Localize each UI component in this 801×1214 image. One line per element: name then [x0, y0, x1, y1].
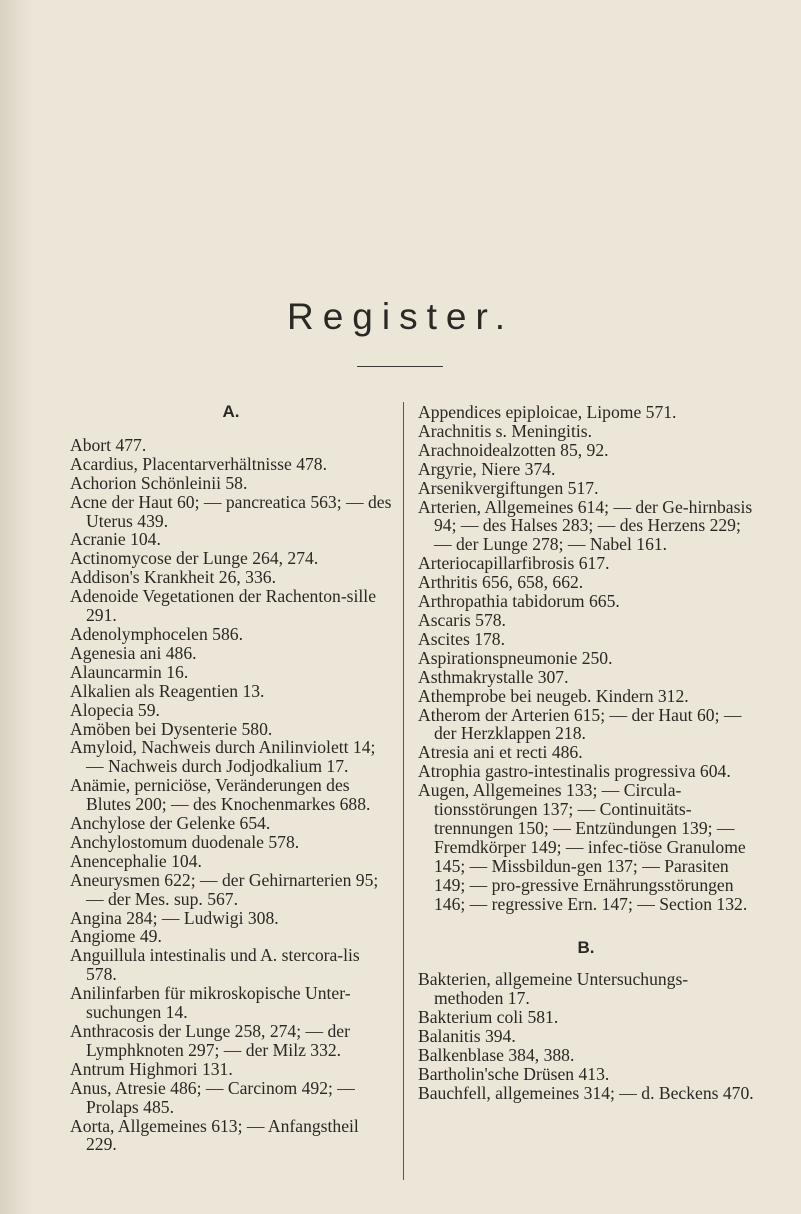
index-entry: Aneurysmen 622; — der Gehirnarterien 95; — der Mes. sup. 567. — [70, 869, 379, 909]
index-entry: Arachnoidealzotten 85, 92. — [418, 439, 609, 460]
index-entry: Bakterium coli 581. — [418, 1007, 559, 1028]
index-entry: Atherom der Arterien 615; — der Haut 60; — der Herzklappen 218. — [418, 704, 742, 744]
index-entry: Atresia ani et recti 486. — [418, 742, 583, 763]
index-entry: Arteriocapillarfibrosis 617. — [418, 553, 610, 574]
index-entry: Abort 477. — [70, 434, 147, 455]
title-rule — [357, 366, 443, 367]
index-entry: Balkenblase 384, 388. — [418, 1045, 575, 1065]
index-entry: Athemprobe bei neugeb. Kindern 312. — [418, 685, 689, 706]
index-entry: Arthropathia tabidorum 665. — [418, 591, 620, 612]
index-entry: Acardius, Placentarverhältnisse 478. — [70, 453, 327, 474]
index-entry: Amyloid, Nachweis durch Anilinviolett 14; — Nachweis durch Jodjodkalium 17. — [70, 737, 376, 777]
index-entry: Bauchfell, allgemeines 314; — d. Beckens 470. — [418, 1082, 754, 1103]
index-entry: Alopecia 59. — [70, 699, 160, 720]
index-entry: Asthmakrystalle 307. — [418, 666, 569, 687]
index-entry: Anchylose der Gelenke 654. — [70, 813, 271, 834]
index-entry: Bakterien, allgemeine Untersuchungs-methoden 17. — [418, 969, 689, 1009]
index-entry: Antrum Highmori 131. — [70, 1058, 233, 1079]
right-column — [418, 403, 754, 1103]
index-entry: Anguillula intestinalis und A. stercora-lis 578. — [70, 945, 360, 985]
index-entry: Balanitis 394. — [418, 1026, 516, 1047]
index-entry: Adenoide Vegetationen der Rachenton-sille 291. — [70, 586, 376, 626]
index-entry: Bartholin'sche Drüsen 413. — [418, 1063, 610, 1084]
right-entry-list-b — [418, 970, 754, 1102]
index-entry: Alauncarmin 16. — [70, 661, 189, 682]
index-entry: Angina 284; — Ludwigi 308. — [70, 907, 279, 928]
index-entry: Aorta, Allgemeines 613; — Anfangstheil 229. — [70, 1115, 359, 1155]
index-entry: Achorion Schönleinii 58. — [70, 472, 248, 493]
page-title: Register. — [286, 296, 514, 337]
index-entry: Aspirationspneumonie 250. — [418, 647, 613, 668]
index-entry: Anchylostomum duodenale 578. — [70, 831, 300, 852]
section-letter-b: B. — [577, 938, 595, 958]
column-divider — [403, 402, 404, 1180]
left-entry-list — [70, 436, 392, 1154]
index-entry: Anämie, perniciöse, Veränderungen des Blutes 200; — des Knochenmarkes 688. — [70, 775, 371, 815]
index-entry: Acne der Haut 60; — pancreatica 563; — des Uterus 439. — [70, 491, 392, 531]
book-binding-edge — [0, 0, 34, 1214]
index-entry: Atrophia gastro-intestinalis progressiva 604. — [418, 761, 731, 782]
index-entry: Augen, Allgemeines 133; — Circula-tionsstörungen 137; — Continuitäts-trennungen 150; — Entzündungen 139; — Fremdkörper 149; — infec-tiöse Granulome 145; — Missbildun-gen 137; — Parasiten 149; — pro-gressive Ernährungsstörungen 146; — regressive Ern. 147; — Section 132. — [418, 780, 748, 914]
section-letter-a: A. — [222, 402, 240, 421]
index-entry: Argyrie, Niere 374. — [418, 458, 556, 479]
index-entry: Agenesia ani 486. — [70, 642, 197, 663]
right-entry-list — [418, 403, 754, 913]
index-entry: Angiome 49. — [70, 926, 162, 947]
index-entry: Ascaris 578. — [418, 609, 506, 630]
index-entry: Anthracosis der Lunge 258, 274; — der Lymphknoten 297; — der Milz 332. — [70, 1021, 350, 1060]
index-entry: Ascites 178. — [418, 628, 505, 649]
index-entry: Arsenikvergiftungen 517. — [418, 477, 599, 498]
index-entry: Actinomycose der Lunge 264, 274. — [70, 548, 319, 569]
index-entry: Arterien, Allgemeines 614; — der Ge-hirnbasis 94; — des Halses 283; — des Herzens 229; — der Lunge 278; — Nabel 161. — [418, 496, 753, 555]
index-entry: Adenolymphocelen 586. — [70, 623, 243, 644]
index-entry: Addison's Krankheit 26, 336. — [70, 567, 276, 588]
index-entry: Alkalien als Reagentien 13. — [70, 680, 265, 701]
index-entry: Anilinfarben für mikroskopische Unter-suchungen 14. — [70, 983, 351, 1023]
index-entry: Anencephalie 104. — [70, 850, 202, 871]
index-entry: Amöben bei Dysenterie 580. — [70, 718, 273, 739]
index-entry: Arachnitis s. Meningitis. — [418, 420, 592, 441]
index-entry: Anus, Atresie 486; — Carcinom 492; — Prolaps 485. — [70, 1077, 355, 1117]
left-column — [70, 403, 392, 1154]
index-entry: Acranie 104. — [70, 529, 161, 550]
index-entry: Appendices epiploicae, Lipome 571. — [418, 402, 677, 422]
index-entry: Arthritis 656, 658, 662. — [418, 572, 584, 593]
